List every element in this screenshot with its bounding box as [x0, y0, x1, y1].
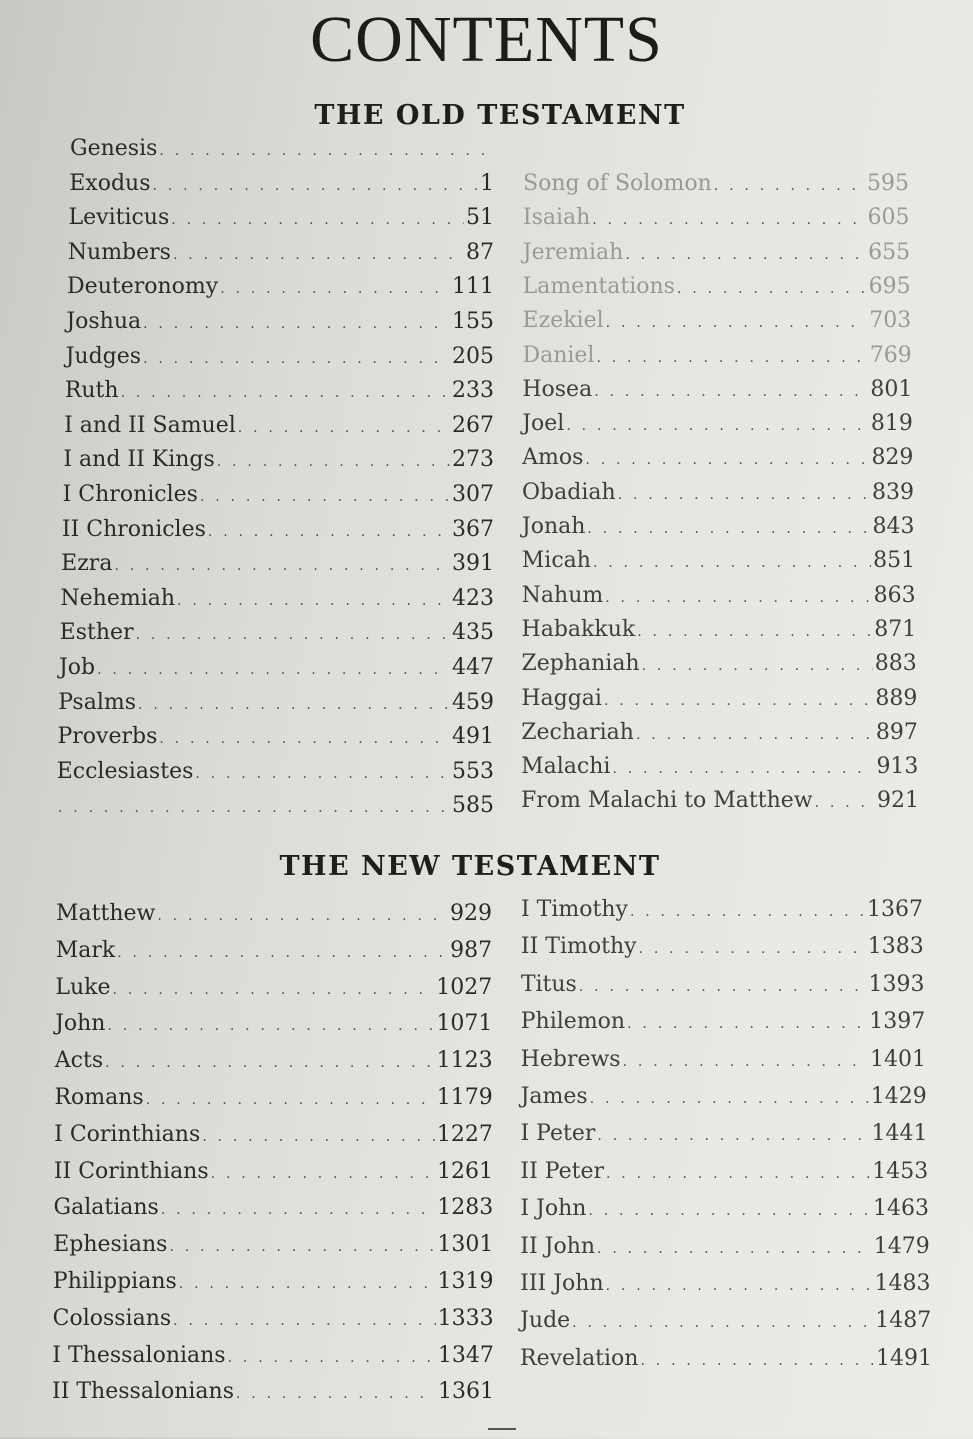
toc-dot-leader — [177, 593, 450, 609]
toc-entry-title: Luke — [55, 974, 111, 1000]
toc-entry — [522, 411, 913, 436]
toc-entry — [522, 480, 914, 505]
toc-entry-page: 1463 — [872, 1196, 929, 1222]
toc-entry — [523, 274, 911, 299]
toc-dot-leader — [572, 1315, 873, 1331]
toc-entry-title: Habakkuk — [521, 616, 636, 642]
toc-entry — [523, 205, 910, 230]
toc-entry-page: 273 — [451, 447, 494, 473]
toc-entry — [55, 1011, 492, 1036]
toc-entry-page: 205 — [451, 343, 494, 369]
toc-entry-title: Ecclesiastes — [56, 758, 194, 784]
toc-entry-page: 87 — [465, 239, 494, 265]
toc-entry-page: 233 — [451, 378, 494, 404]
toc-dot-leader — [588, 1203, 871, 1219]
toc-dot-leader — [640, 1353, 874, 1369]
toc-entry-title: Colossians — [52, 1305, 172, 1331]
toc-entry-page: 1333 — [437, 1305, 494, 1331]
old-testament-heading: THE OLD TESTAMENT — [314, 100, 686, 131]
toc-dot-leader — [161, 1202, 435, 1218]
toc-entry — [67, 274, 494, 299]
toc-entry-title: Daniel — [522, 342, 595, 368]
toc-dot-leader — [107, 1018, 434, 1034]
toc-entry — [521, 686, 917, 711]
toc-entry — [523, 308, 912, 333]
toc-entry-page: 1179 — [436, 1085, 493, 1110]
toc-dot-leader — [677, 281, 867, 297]
toc-entry — [521, 1047, 926, 1072]
toc-entry — [521, 1084, 927, 1109]
toc-entry-title: I John — [520, 1196, 587, 1222]
toc-entry-title: I Peter — [520, 1121, 596, 1147]
toc-entry-title: Esther — [59, 620, 134, 646]
toc-entry-page: 367 — [451, 516, 494, 542]
toc-entry-page: 829 — [871, 445, 914, 471]
toc-entry — [64, 413, 494, 438]
toc-entry — [521, 897, 923, 922]
toc-entry-title: Jonah — [521, 514, 586, 539]
toc-dot-leader — [169, 1239, 435, 1255]
toc-dot-leader — [117, 945, 448, 961]
toc-entry-title: Joshua — [66, 309, 142, 334]
toc-dot-leader — [146, 1092, 435, 1108]
toc-dot-leader — [566, 418, 869, 434]
toc-entry-page: 1301 — [437, 1232, 494, 1258]
toc-entry — [61, 551, 494, 576]
toc-dot-leader — [604, 693, 873, 709]
toc-entry — [520, 1234, 930, 1259]
toc-entry-page: 921 — [877, 788, 919, 814]
toc-entry — [60, 586, 494, 611]
toc-entry-title: Mark — [55, 937, 116, 963]
toc-entry — [63, 482, 494, 507]
toc-entry-title: Matthew — [56, 901, 156, 926]
toc-entry — [522, 377, 912, 402]
toc-entry-title: Philippians — [52, 1269, 177, 1294]
toc-entry — [56, 793, 494, 818]
toc-entry — [53, 1269, 494, 1294]
toc-dot-leader — [136, 627, 450, 643]
toc-entry — [54, 1122, 493, 1147]
toc-entry-title: I and II Samuel — [64, 412, 236, 438]
toc-entry-title: Zephaniah — [521, 651, 640, 677]
toc-entry-page: 605 — [867, 205, 910, 231]
toc-dot-leader — [157, 908, 448, 924]
toc-dot-leader — [173, 1313, 436, 1329]
toc-entry-page: 423 — [451, 585, 494, 611]
toc-entry-title: Numbers — [67, 239, 171, 265]
toc-entry-title: Proverbs — [57, 724, 158, 750]
toc-entry-page: 391 — [451, 551, 494, 577]
toc-dot-leader — [636, 727, 874, 743]
toc-dot-leader — [642, 658, 873, 674]
toc-entry-page: 987 — [450, 937, 493, 963]
toc-entry-title: Malachi — [521, 754, 611, 780]
toc-entry-page: 111 — [451, 274, 494, 300]
toc-entry-title: Hosea — [522, 376, 593, 402]
toc-dot-leader — [113, 982, 435, 998]
toc-dot-leader — [238, 420, 450, 436]
toc-entry-page: 871 — [874, 616, 917, 642]
toc-dot-leader — [637, 624, 872, 640]
toc-dot-leader — [195, 766, 450, 782]
toc-entry — [69, 171, 494, 196]
toc-dot-leader — [597, 1128, 869, 1144]
toc-entry-title: Exodus — [69, 170, 151, 196]
toc-entry — [522, 514, 915, 539]
toc-entry-page: 843 — [872, 514, 915, 539]
toc-dot-leader — [625, 247, 866, 263]
toc-entry-page: 1453 — [872, 1158, 929, 1184]
toc-entry-title: Job — [58, 655, 96, 680]
toc-entry-page: 585 — [452, 793, 494, 819]
toc-dot-leader — [592, 212, 865, 228]
toc-entry-page: 863 — [873, 582, 916, 608]
toc-dot-leader — [143, 316, 450, 332]
toc-entry-page: 51 — [465, 205, 494, 231]
toc-entry-title: Nehemiah — [60, 585, 176, 611]
toc-entry-title: Hebrews — [520, 1046, 621, 1072]
toc-entry — [58, 690, 494, 715]
toc-entry-page: 929 — [450, 901, 492, 926]
toc-entry-page: 307 — [451, 482, 494, 507]
toc-entry-title: Haggai — [521, 685, 602, 711]
toc-entry-page: 655 — [868, 239, 911, 265]
toc-entry — [57, 724, 494, 749]
toc-entry-title: Ezekiel — [522, 308, 604, 334]
toc-entry — [53, 1232, 493, 1257]
toc-entry-title: Genesis — [70, 136, 158, 161]
toc-entry — [521, 1009, 926, 1034]
toc-entry — [521, 1121, 928, 1146]
toc-dot-leader — [605, 590, 871, 606]
toc-entry-page: 155 — [451, 309, 494, 334]
toc-entry — [68, 240, 494, 265]
toc-dot-leader — [597, 1241, 872, 1257]
toc-entry-title: Ezra — [61, 551, 113, 577]
toc-entry-page: 695 — [868, 273, 911, 299]
toc-entry-page: 1479 — [873, 1233, 930, 1259]
toc-dot-leader — [236, 1386, 436, 1402]
toc-entry — [66, 309, 494, 334]
toc-entry — [522, 445, 913, 470]
toc-entry-page: 1441 — [871, 1121, 928, 1147]
toc-entry-title: I and II Kings — [63, 447, 215, 473]
toc-entry-title: Amos — [522, 445, 584, 471]
toc-entry-title: Philemon — [520, 1009, 626, 1035]
toc-entry-title: Ephesians — [53, 1232, 168, 1258]
toc-dot-leader — [173, 247, 464, 263]
toc-entry-page: 491 — [451, 724, 494, 750]
toc-entry-page: 1383 — [867, 934, 924, 960]
toc-entry — [65, 378, 494, 403]
toc-dot-leader — [159, 731, 450, 747]
toc-entry-page: 1227 — [436, 1121, 493, 1147]
toc-entry-page: 913 — [876, 754, 919, 780]
toc-entry-title: Song of Solomon — [523, 171, 712, 196]
toc-dot-leader — [208, 524, 450, 540]
toc-dot-leader — [587, 521, 870, 537]
toc-entry — [521, 720, 918, 745]
toc-dot-leader — [714, 178, 865, 194]
toc-entry-page: 851 — [873, 548, 916, 574]
toc-dot-leader — [202, 1129, 435, 1145]
toc-entry-page: 801 — [870, 376, 913, 402]
toc-entry — [522, 617, 917, 642]
toc-dot-leader — [200, 489, 450, 505]
toc-entry-page: 1393 — [868, 971, 925, 997]
toc-entry-title: I Corinthians — [54, 1121, 201, 1147]
toc-entry-title: Isaiah — [522, 205, 591, 231]
toc-entry — [520, 1159, 928, 1184]
toc-dot-leader — [138, 697, 450, 713]
toc-entry-title: Galatians — [53, 1195, 159, 1221]
toc-dot-leader — [153, 178, 478, 194]
toc-dot-leader — [159, 143, 492, 159]
toc-entry-page: 1491 — [876, 1345, 932, 1371]
toc-entry — [56, 901, 492, 926]
toc-dot-leader — [618, 487, 870, 503]
toc-entry — [69, 205, 494, 230]
toc-entry — [522, 583, 916, 608]
toc-entry-title: Jude — [520, 1308, 571, 1334]
toc-entry-title: II Peter — [520, 1158, 604, 1184]
toc-entry-title: II Chronicles — [61, 516, 206, 542]
toc-entry-page: 819 — [870, 411, 913, 437]
toc-entry-title: II Timothy — [520, 934, 637, 960]
toc-entry — [66, 344, 494, 369]
toc-entry-page: 769 — [869, 342, 912, 368]
toc-entry-title: II John — [520, 1233, 596, 1259]
toc-entry-title: Lamentations — [522, 273, 675, 299]
toc-entry-title: I Timothy — [521, 897, 628, 922]
toc-dot-leader — [612, 761, 874, 777]
toc-entry-title: Zechariah — [521, 719, 634, 745]
toc-entry-title: Ruth — [64, 378, 119, 404]
toc-entry-page: 267 — [451, 412, 494, 438]
toc-entry-page: 1361 — [438, 1379, 494, 1405]
toc-entry — [521, 972, 925, 997]
toc-entry-title: Deuteronomy — [67, 274, 219, 300]
toc-dot-leader — [596, 350, 867, 366]
toc-entry-title: Joel — [522, 411, 565, 437]
toc-dot-leader — [593, 555, 871, 571]
toc-dot-leader — [630, 904, 865, 920]
toc-entry — [60, 620, 494, 645]
toc-entry-page: 447 — [451, 655, 494, 680]
toc-entry — [54, 1085, 492, 1110]
toc-entry-title: I Chronicles — [62, 482, 198, 507]
toc-dot-leader — [228, 1350, 436, 1366]
toc-entry-page: 1261 — [437, 1158, 494, 1184]
toc-entry — [54, 1159, 493, 1184]
toc-dot-leader — [143, 351, 450, 367]
toc-dot-leader — [171, 212, 464, 228]
toc-entry-title: III John — [520, 1271, 604, 1296]
toc-entry — [54, 1195, 494, 1220]
toc-entry-page: 1367 — [867, 897, 923, 922]
toc-entry — [521, 934, 924, 959]
toc-entry-title: Jeremiah — [522, 239, 624, 265]
toc-entry-page: 1071 — [436, 1011, 493, 1037]
toc-entry-title: John — [55, 1011, 106, 1037]
toc-entry — [522, 548, 915, 573]
toc-dot-leader — [58, 800, 450, 816]
toc-entry-page: 839 — [872, 479, 914, 505]
toc-entry-page: 1283 — [437, 1195, 494, 1221]
toc-entry-page: 703 — [869, 308, 912, 334]
toc-dot-leader — [217, 454, 450, 470]
toc-entry-title: Romans — [54, 1085, 144, 1110]
toc-entry — [520, 1196, 929, 1221]
toc-entry — [521, 754, 918, 779]
toc-entry — [53, 1306, 494, 1331]
toc-dot-leader — [179, 1276, 436, 1292]
toc-entry-title: From Malachi to Matthew — [521, 788, 813, 814]
toc-entry — [520, 1271, 930, 1296]
toc-entry-page: 1429 — [870, 1084, 927, 1109]
toc-entry — [521, 651, 916, 676]
toc-entry-page: 1347 — [437, 1342, 494, 1368]
toc-entry-title: Revelation — [520, 1345, 639, 1371]
toc-entry — [520, 1346, 932, 1371]
toc-entry-page: 1483 — [874, 1271, 931, 1296]
new-testament-heading: THE NEW TESTAMENT — [279, 851, 661, 882]
toc-entry — [522, 343, 911, 368]
toc-dot-leader — [590, 1091, 869, 1107]
toc-dot-leader — [606, 1278, 873, 1294]
toc-dot-leader — [211, 1166, 435, 1182]
toc-entry-page: 595 — [867, 171, 909, 196]
toc-dot-leader — [623, 1054, 868, 1070]
toc-entry-page: 1319 — [437, 1269, 494, 1294]
toc-entry-title: Psalms — [58, 689, 137, 715]
toc-entry — [70, 136, 494, 161]
toc-entry-page: 1401 — [869, 1046, 926, 1072]
page-footer-mark — [488, 1428, 516, 1439]
toc-entry-page: 553 — [451, 758, 494, 784]
toc-dot-leader — [639, 941, 866, 957]
toc-entry — [523, 240, 910, 265]
toc-entry-page: 897 — [875, 719, 918, 745]
toc-entry-page: 883 — [874, 651, 917, 677]
toc-dot-leader — [220, 281, 450, 297]
toc-dot-leader — [606, 315, 868, 331]
toc-entry — [520, 1308, 931, 1333]
toc-entry-title: Leviticus — [68, 205, 170, 231]
toc-entry — [59, 655, 494, 680]
toc-entry-page: 435 — [451, 620, 494, 646]
toc-entry-page: 1 — [479, 170, 494, 196]
toc-entry — [523, 171, 909, 196]
toc-entry-page: 459 — [451, 689, 494, 715]
toc-entry — [55, 1048, 493, 1073]
toc-entry-page: 1027 — [436, 974, 493, 1000]
toc-dot-leader — [627, 1016, 867, 1032]
toc-entry-page: 1397 — [869, 1009, 926, 1035]
toc-dot-leader — [105, 1055, 435, 1071]
toc-entry-title: II Thessalonians — [52, 1379, 234, 1405]
toc-entry — [521, 788, 919, 813]
toc-entry-page: 1123 — [436, 1048, 493, 1074]
toc-entry-title: II Corinthians — [53, 1158, 209, 1184]
toc-dot-leader — [594, 384, 868, 400]
toc-dot-leader — [585, 452, 869, 468]
toc-entry-title: Nahum — [521, 582, 604, 608]
toc-entry — [52, 1379, 494, 1404]
toc-entry-title: Obadiah — [522, 479, 616, 505]
toc-entry — [63, 447, 494, 472]
toc-dot-leader — [579, 979, 867, 995]
toc-entry-title: Titus — [520, 971, 577, 997]
toc-entry-title: I Thessalonians — [52, 1342, 226, 1368]
toc-entry — [56, 938, 492, 963]
toc-entry-page: 889 — [875, 685, 918, 711]
toc-dot-leader — [114, 558, 450, 574]
toc-entry — [62, 517, 494, 542]
toc-entry — [55, 975, 492, 1000]
toc-entry-title: Judges — [65, 343, 142, 369]
toc-entry-page: 1487 — [875, 1308, 932, 1334]
toc-dot-leader — [815, 795, 875, 811]
toc-dot-leader — [606, 1166, 870, 1182]
toc-entry — [52, 1343, 494, 1368]
toc-entry-title: Acts — [54, 1048, 104, 1074]
toc-dot-leader — [121, 385, 450, 401]
toc-entry-title: Micah — [521, 548, 591, 574]
toc-entry-title: James — [520, 1084, 588, 1109]
toc-dot-leader — [97, 662, 450, 678]
page-title: CONTENTS — [310, 3, 663, 76]
toc-entry — [57, 759, 494, 784]
